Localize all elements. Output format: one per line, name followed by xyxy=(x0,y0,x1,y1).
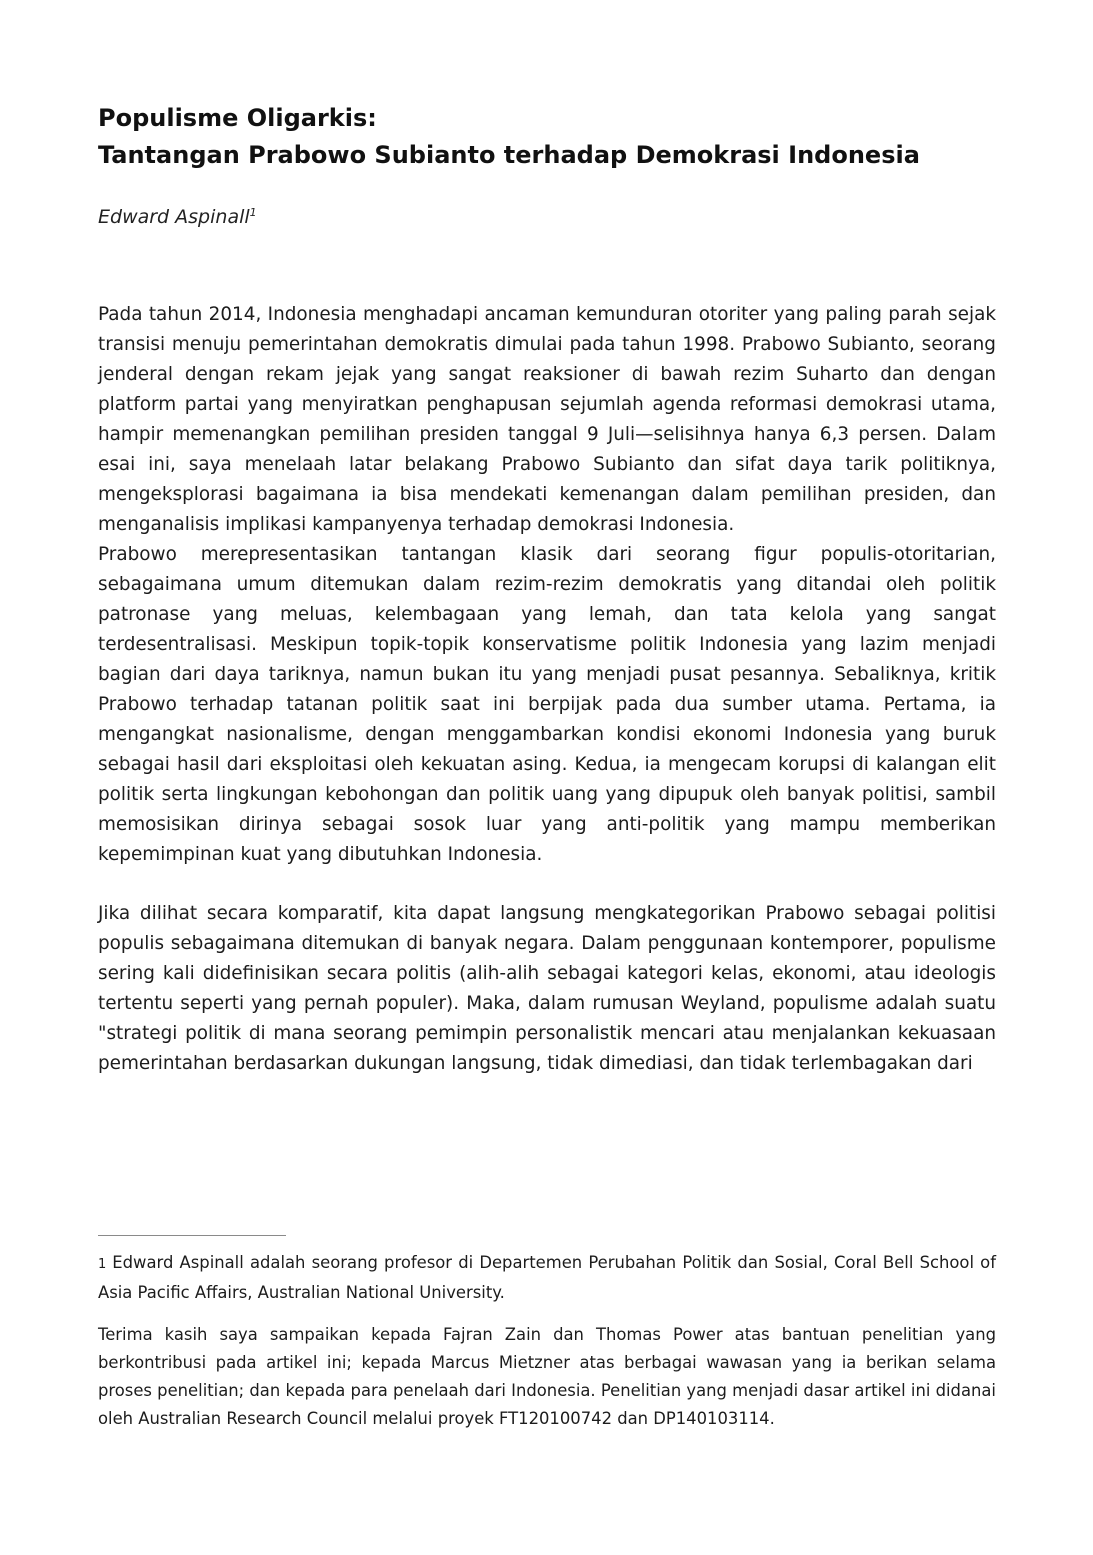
acknowledgement: Terima kasih saya sampaikan kepada Fajran Zain dan Thomas Power atas bantuan penelitian yang berkontribusi pada artikel ini; kepada Marcus Mietzner atas berbagai wawasan yang ia berikan selama proses penelitian; dan kepada para penelaah dari Indonesia. Penelitian yang menjadi dasar artikel ini didanai oleh Australian Research Council melalui proyek FT120100742 dan DP140103114. xyxy=(98,1325,996,1428)
paragraph-1: Pada tahun 2014, Indonesia menghadapi ancaman kemunduran otoriter yang paling parah sejak transisi menuju pemerintahan demokratis dimulai pada tahun 1998. Prabowo Subianto, seorang jenderal dengan rekam jejak yang sangat reaksioner di bawah rezim Suharto dan dengan platform partai yang menyiratkan penghapusan sejumlah agenda reformasi demokrasi utama, hampir memenangkan pemilihan presiden tanggal 9 Juli—selisihnya hanya 6,3 persen. Dalam esai ini, saya menelaah latar belakang Prabowo Subianto dan sifat daya tarik politiknya, mengeksplorasi bagaimana ia bisa mendekati kemenangan dalam pemilihan presiden, dan menganalisis implikasi kampanyenya terhadap demokrasi Indonesia. xyxy=(98,304,996,535)
title-line-2: Tantangan Prabowo Subianto terhadap Demokrasi Indonesia xyxy=(98,141,920,169)
footnote-number: 1 xyxy=(98,1257,107,1272)
author-name: Edward Aspinall xyxy=(98,206,250,228)
paragraph-2: Prabowo merepresentasikan tantangan klasik dari seorang figur populis-otoritarian, sebagaimana umum ditemukan dalam rezim-rezim demokratis yang ditandai oleh politik patronase yang meluas, kelembagaan yang lemah, dan tata kelola yang sangat terdesentralisasi. Meskipun topik-topik konservatisme politik Indonesia yang lazim menjadi bagian dari daya tariknya, namun bukan itu yang menjadi pusat pesannya. Sebaliknya, kritik Prabowo terhadap tatanan politik saat ini berpijak pada dua sumber utama. Pertama, ia mengangkat nasionalisme, dengan menggambarkan kondisi ekonomi Indonesia yang buruk sebagai hasil dari eksploitasi oleh kekuatan asing. Kedua, ia mengecam korupsi di kalangan elit politik serta lingkungan kebohongan dan politik uang yang dipupuk oleh banyak politisi, sambil memosisikan dirinya sebagai sosok luar yang anti-politik yang mampu memberikan kepemimpinan kuat yang dibutuhkan Indonesia. xyxy=(98,544,996,865)
body-text xyxy=(98,300,996,1079)
author-footnote-mark[interactable]: 1 xyxy=(249,206,257,219)
footnote-1-text: Edward Aspinall adalah seorang profesor di Departemen Perubahan Politik dan Sosial, Coral Bell School of Asia Pacific Affairs, Australian National University. xyxy=(98,1253,996,1302)
footnote-1 xyxy=(98,1249,996,1307)
document-page xyxy=(98,0,996,1555)
footnote-divider xyxy=(98,1235,286,1236)
author-byline xyxy=(98,200,257,230)
title-line-1: Populisme Oligarkis: xyxy=(98,104,377,132)
paragraph-3: Jika dilihat secara komparatif, kita dapat langsung mengkategorikan Prabowo sebagai politisi populis sebagaimana ditemukan di banyak negara. Dalam penggunaan kontemporer, populisme sering kali didefinisikan secara politis (alih-alih sebagai kategori kelas, ekonomi, atau ideologis tertentu seperti yang pernah populer). Maka, dalam rumusan Weyland, populisme adalah suatu "strategi politik di mana seorang pemimpin personalistik mencari atau menjalankan kekuasaan pemerintahan berdasarkan dukungan langsung, tidak dimediasi, dan tidak terlembagakan dari xyxy=(98,903,996,1074)
footnotes xyxy=(98,1249,996,1433)
paper-title xyxy=(98,100,996,174)
